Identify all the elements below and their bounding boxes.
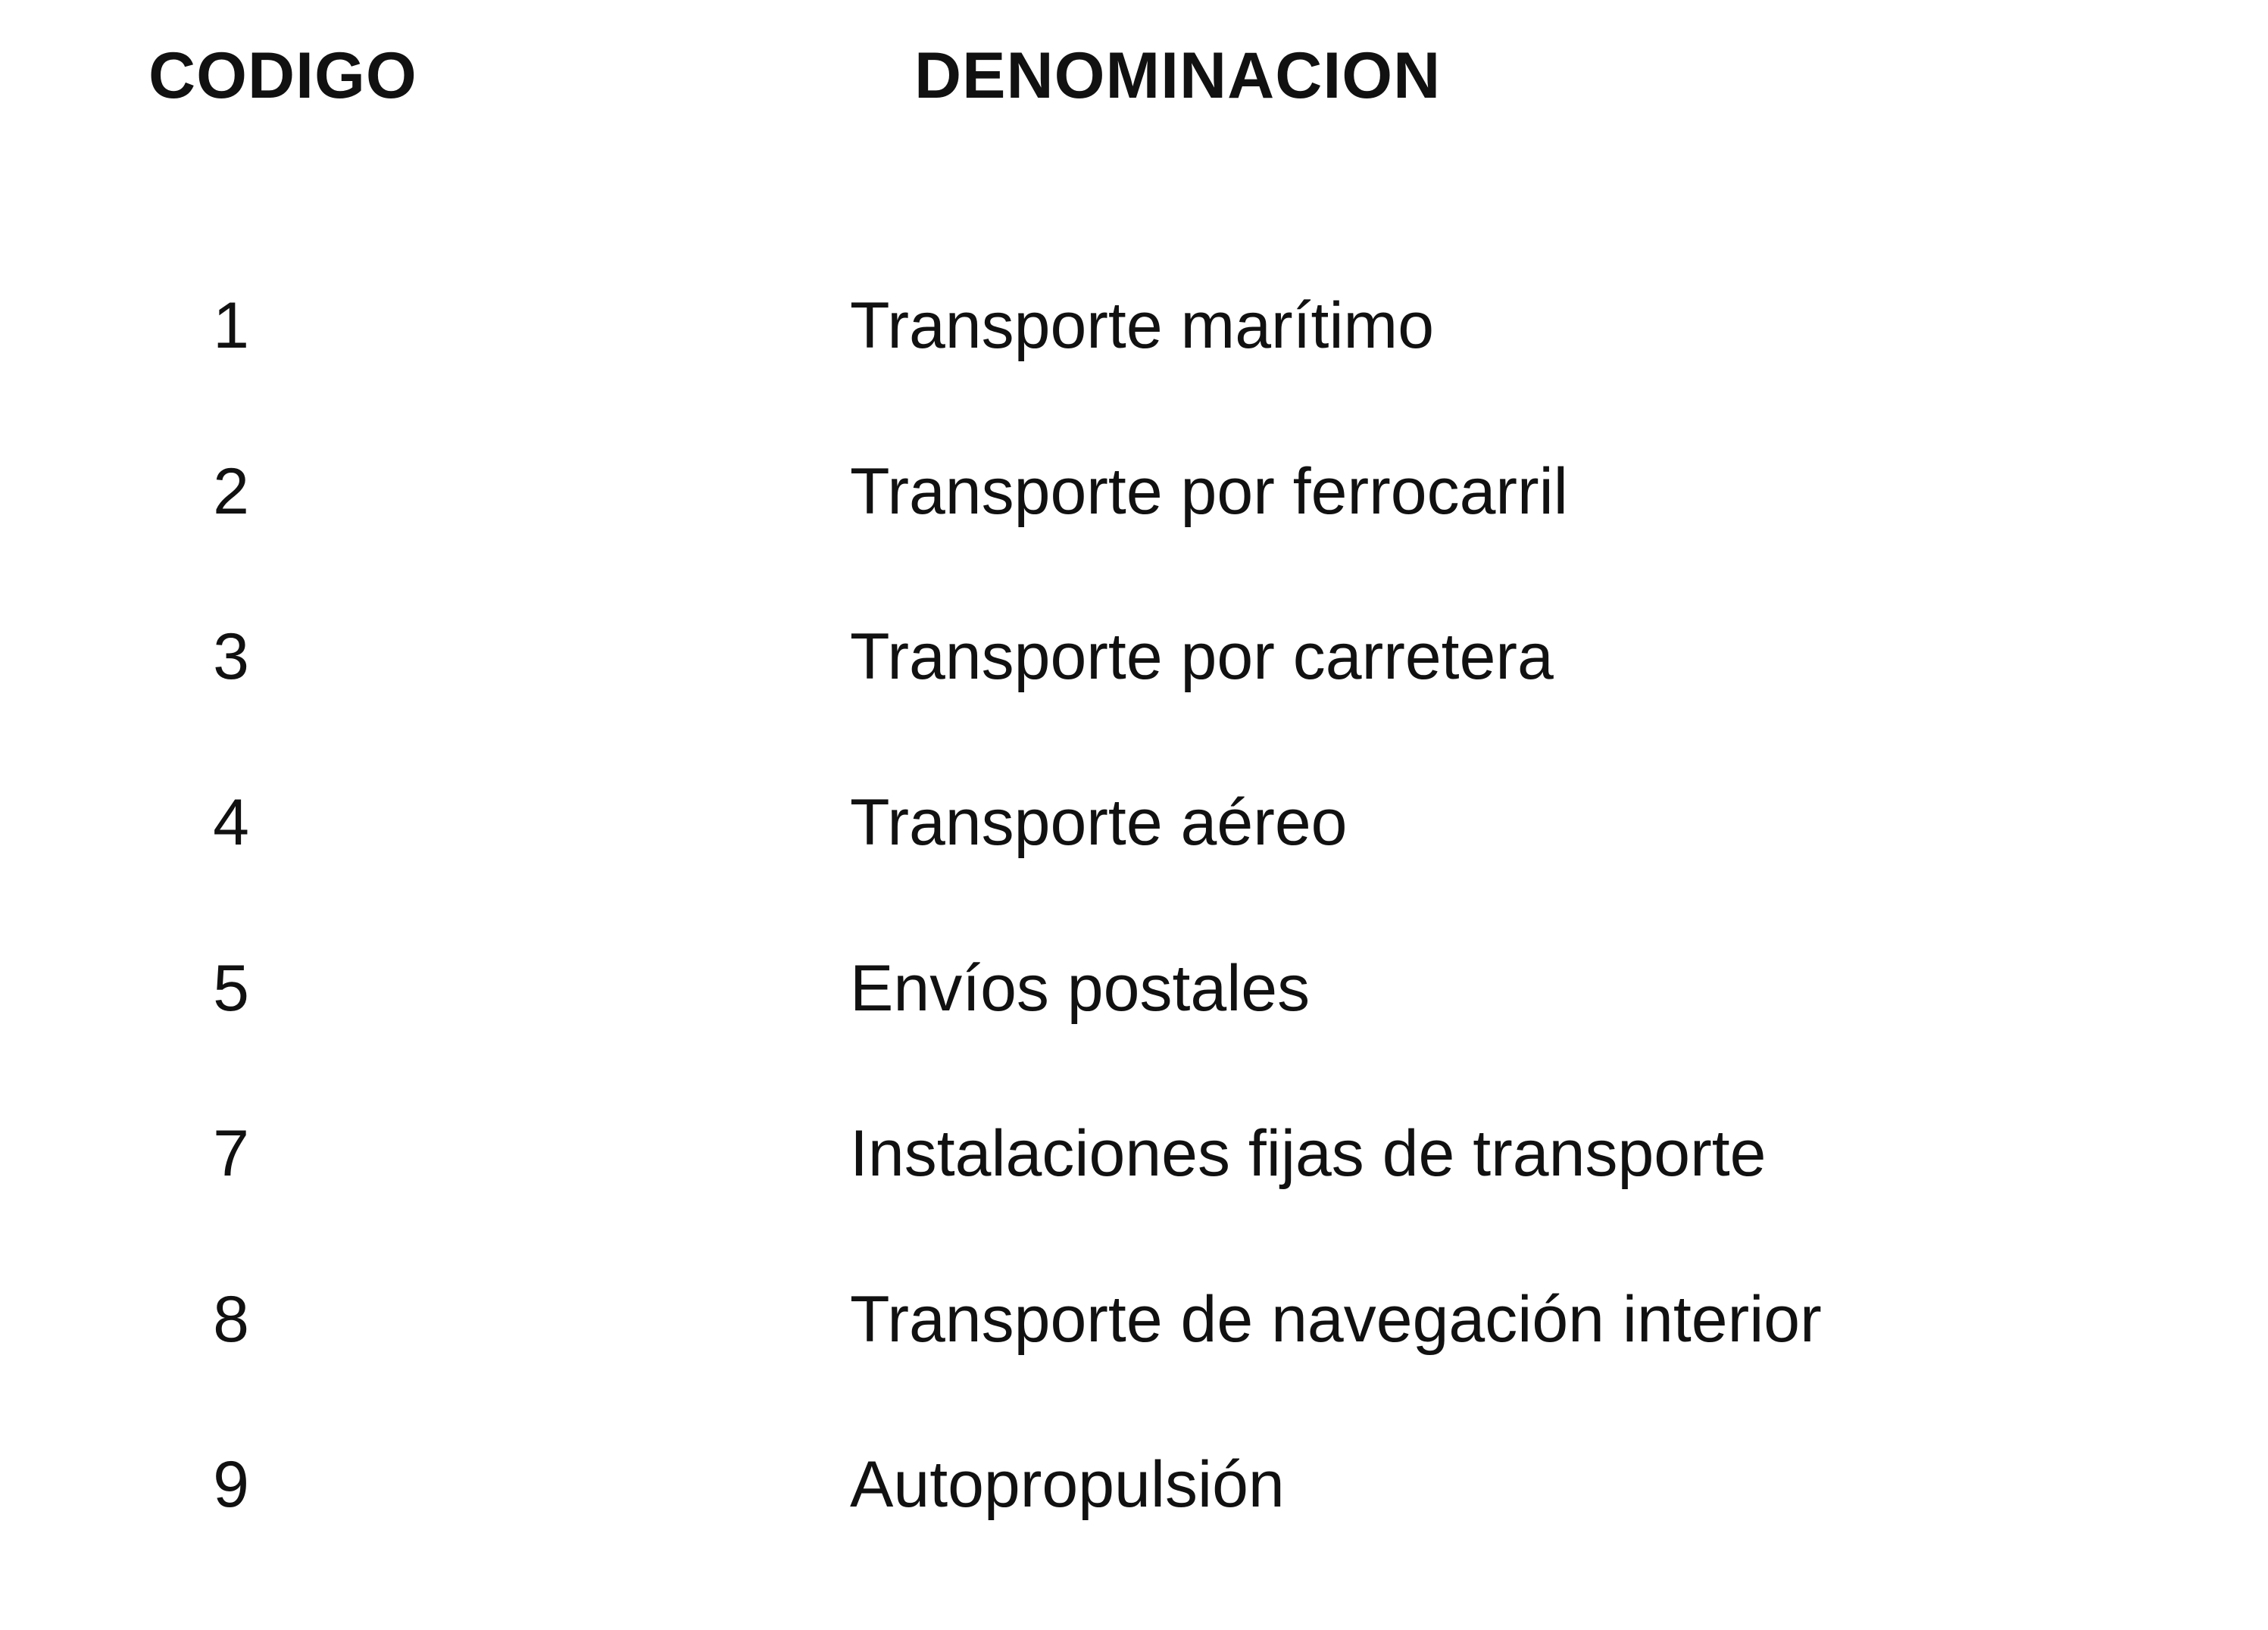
row-code: 7 [213, 1117, 249, 1190]
table-row [0, 943, 2268, 1034]
row-name: Envíos postales [850, 952, 1311, 1025]
row-name: Transporte aéreo [850, 786, 1348, 859]
table-row [0, 611, 2268, 702]
row-name: Transporte marítimo [850, 289, 1435, 362]
row-code: 8 [213, 1283, 249, 1356]
table-row [0, 1439, 2268, 1530]
row-code: 1 [213, 289, 249, 362]
table-row [0, 1108, 2268, 1199]
table-row [0, 446, 2268, 537]
table-row [0, 777, 2268, 868]
table-row [0, 1274, 2268, 1365]
row-name: Instalaciones fijas de transporte [850, 1117, 1767, 1190]
row-code: 9 [213, 1448, 249, 1521]
row-code: 2 [213, 455, 249, 528]
row-code: 5 [213, 952, 249, 1025]
row-name: Autopropulsión [850, 1448, 1285, 1521]
row-code: 3 [213, 620, 249, 693]
row-code: 4 [213, 786, 249, 859]
row-name: Transporte por carretera [850, 620, 1554, 693]
table-row [0, 280, 2268, 371]
row-name: Transporte de navegación interior [850, 1283, 1822, 1356]
header-codigo: CODIGO [148, 39, 417, 112]
header-denominacion: DENOMINACION [914, 39, 1442, 112]
row-name: Transporte por ferrocarril [850, 455, 1568, 528]
